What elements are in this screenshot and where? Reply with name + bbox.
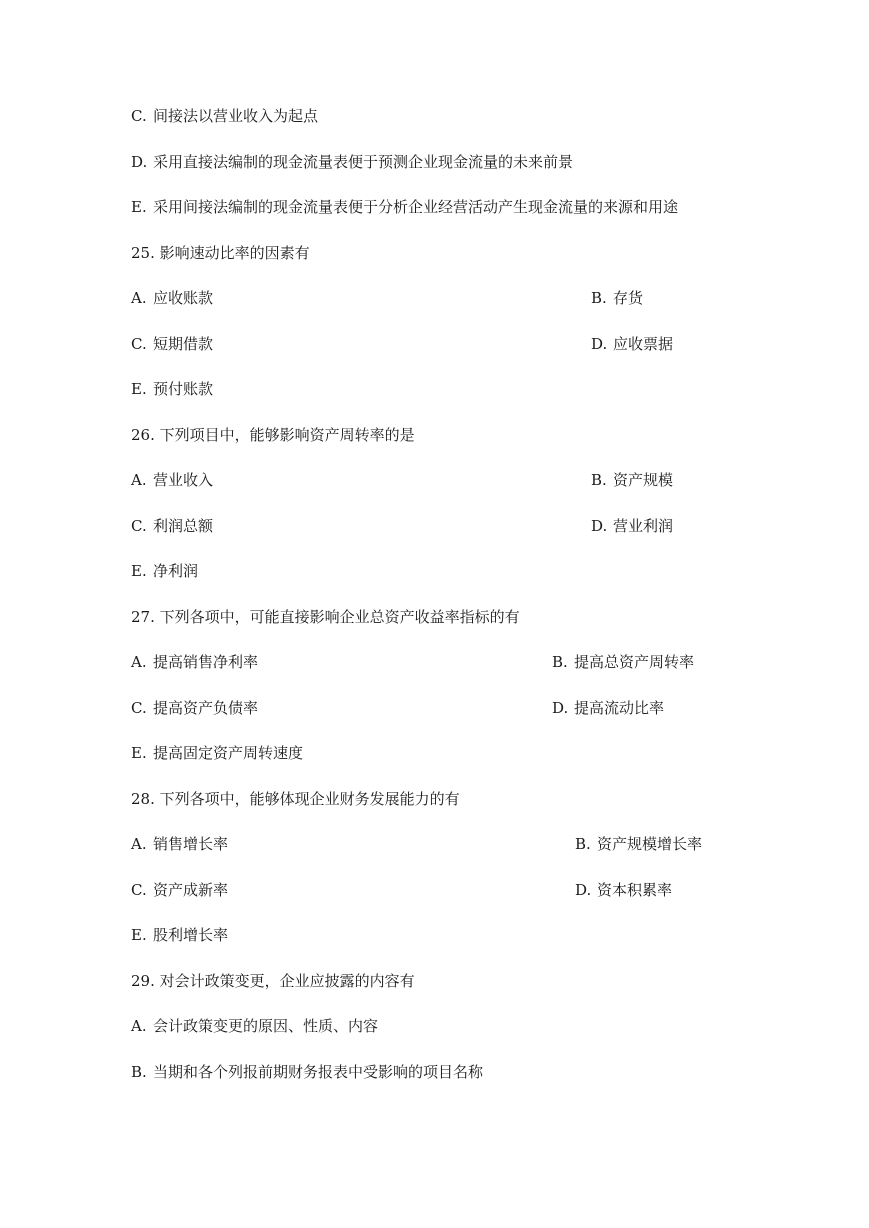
option-text: 应收账款 (153, 289, 214, 307)
question-28-option-a (131, 834, 228, 854)
option-label: D. (591, 517, 608, 535)
option-text: 应收票据 (613, 335, 674, 353)
question-27-option-d (552, 698, 664, 718)
option-text: 会计政策变更的原因、性质、内容 (153, 1017, 379, 1035)
option-text: 间接法以营业收入为起点 (153, 107, 319, 125)
option-label: C. (131, 881, 147, 899)
question-29 (131, 971, 415, 991)
option-text: 提高流动比率 (574, 699, 665, 717)
option-text: 利润总额 (153, 517, 214, 535)
option-text: 提高销售净利率 (153, 653, 259, 671)
question-number: 29. (131, 972, 155, 990)
question-26-option-e (131, 561, 198, 581)
option-text: 提高资产负债率 (153, 699, 259, 717)
option-label: D. (575, 881, 592, 899)
question-27 (131, 607, 520, 627)
option-text: 采用间接法编制的现金流量表便于分析企业经营活动产生现金流量的来源和用途 (153, 198, 679, 216)
question-25-option-d (591, 334, 673, 354)
option-label: E. (131, 926, 147, 944)
option-text: 短期借款 (153, 335, 214, 353)
question-27-option-b (552, 652, 694, 672)
question-25-option-a (131, 288, 213, 308)
option-text: 营业收入 (153, 471, 214, 489)
question-text: 下列各项中，可能直接影响企业总资产收益率指标的有 (159, 608, 520, 626)
question-26-option-d (591, 516, 673, 536)
option-label: E. (131, 198, 147, 216)
option-label: A. (131, 289, 147, 307)
option-text: 存货 (613, 289, 644, 307)
option-label: A. (131, 653, 147, 671)
option-label: D. (552, 699, 569, 717)
question-28 (131, 789, 460, 809)
question-27-option-c (131, 698, 258, 718)
option-label: E. (131, 380, 147, 398)
option-e (131, 197, 678, 217)
option-text: 净利润 (153, 562, 199, 580)
option-text: 采用直接法编制的现金流量表便于预测企业现金流量的未来前景 (153, 153, 574, 171)
option-c (131, 106, 318, 126)
question-number: 28. (131, 790, 155, 808)
option-label: A. (131, 471, 147, 489)
option-text: 当期和各个列报前期财务报表中受影响的项目名称 (153, 1063, 484, 1081)
option-label: C. (131, 107, 147, 125)
option-text: 资产成新率 (153, 881, 229, 899)
option-label: E. (131, 562, 147, 580)
question-28-option-d (575, 880, 672, 900)
option-text: 股利增长率 (153, 926, 229, 944)
option-text: 提高固定资产周转速度 (153, 744, 304, 762)
question-26-option-a (131, 470, 213, 490)
option-label: B. (131, 1063, 147, 1081)
option-label: B. (575, 835, 591, 853)
option-label: B. (552, 653, 568, 671)
option-label: B. (591, 471, 607, 489)
question-29-option-a (131, 1016, 378, 1036)
option-text: 资本积累率 (597, 881, 673, 899)
option-text: 资产规模增长率 (597, 835, 703, 853)
option-text: 销售增长率 (153, 835, 229, 853)
option-label: A. (131, 835, 147, 853)
question-number: 25. (131, 244, 155, 262)
question-28-option-b (575, 834, 702, 854)
option-text: 营业利润 (613, 517, 674, 535)
question-26 (131, 425, 415, 445)
option-text: 提高总资产周转率 (574, 653, 695, 671)
question-27-option-a (131, 652, 258, 672)
question-text: 下列项目中，能够影响资产周转率的是 (159, 426, 415, 444)
option-label: C. (131, 699, 147, 717)
option-label: B. (591, 289, 607, 307)
question-number: 27. (131, 608, 155, 626)
question-29-option-b (131, 1062, 483, 1082)
question-26-option-b (591, 470, 673, 490)
option-d (131, 152, 573, 172)
question-25-option-c (131, 334, 213, 354)
question-28-option-e (131, 925, 228, 945)
question-number: 26. (131, 426, 155, 444)
question-25 (131, 243, 310, 263)
option-label: A. (131, 1017, 147, 1035)
option-label: E. (131, 744, 147, 762)
option-label: D. (591, 335, 608, 353)
question-28-option-c (131, 880, 228, 900)
question-27-option-e (131, 743, 303, 763)
question-text: 下列各项中，能够体现企业财务发展能力的有 (159, 790, 460, 808)
option-label: C. (131, 517, 147, 535)
question-25-option-e (131, 379, 213, 399)
question-text: 影响速动比率的因素有 (159, 244, 310, 262)
option-label: D. (131, 153, 148, 171)
option-label: C. (131, 335, 147, 353)
option-text: 预付账款 (153, 380, 214, 398)
question-text: 对会计政策变更，企业应披露的内容有 (159, 972, 415, 990)
question-25-option-b (591, 288, 643, 308)
option-text: 资产规模 (613, 471, 674, 489)
question-26-option-c (131, 516, 213, 536)
